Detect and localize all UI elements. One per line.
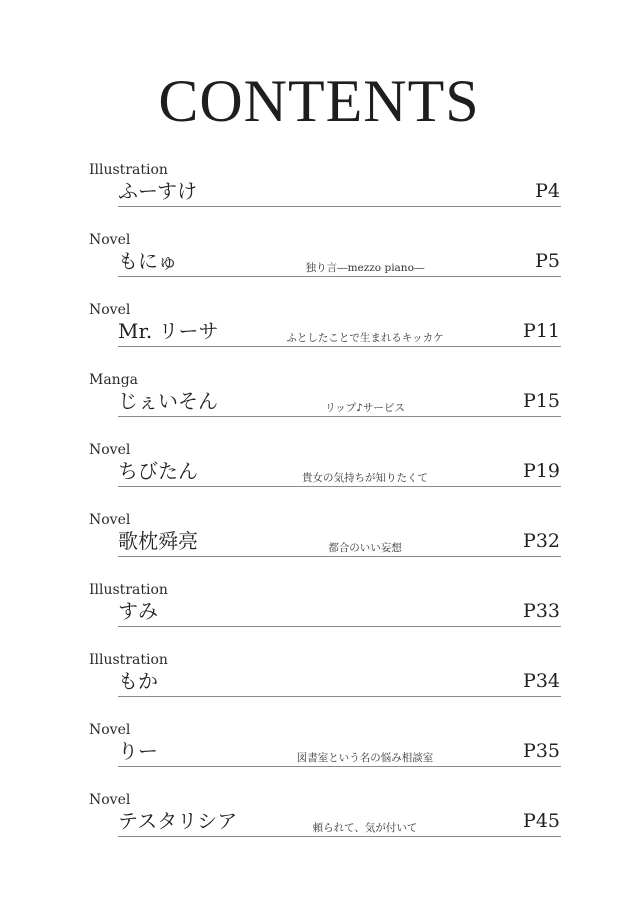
entry-author: ちびたん xyxy=(118,459,198,483)
entry-category: Novel xyxy=(89,722,131,738)
entry-page-number: P32 xyxy=(523,530,560,552)
contents-entry xyxy=(0,232,638,302)
entry-page-number: P19 xyxy=(523,460,560,482)
entry-page-number: P15 xyxy=(523,390,560,412)
entry-divider xyxy=(118,206,561,207)
contents-entry xyxy=(0,302,638,372)
entry-work-title: 貴女の気持ちが知りたくて xyxy=(302,472,428,484)
entry-author: テスタリシア xyxy=(118,809,238,833)
entry-page-number: P34 xyxy=(523,670,560,692)
entry-category: Illustration xyxy=(89,162,168,178)
entry-divider xyxy=(118,276,561,277)
entry-divider xyxy=(118,486,561,487)
contents-entry xyxy=(0,582,638,652)
entry-author: じぇいそん xyxy=(118,389,218,413)
entry-category: Novel xyxy=(89,792,131,808)
entry-work-title: リップ♪サービス xyxy=(325,402,405,414)
entry-author: Mr. リーサ xyxy=(118,319,219,343)
entry-category: Novel xyxy=(89,232,131,248)
contents-entry xyxy=(0,722,638,792)
entry-author: ふーすけ xyxy=(118,179,197,203)
contents-entry xyxy=(0,442,638,512)
entry-author: 歌枕舜亮 xyxy=(118,529,198,553)
contents-entry xyxy=(0,372,638,442)
entry-divider xyxy=(118,766,561,767)
entry-category: Illustration xyxy=(89,652,168,668)
entry-category: Novel xyxy=(89,302,131,318)
entry-author: もか xyxy=(118,669,158,693)
entry-author: すみ xyxy=(118,599,158,623)
entry-divider xyxy=(118,556,561,557)
contents-entry xyxy=(0,162,638,232)
contents-entry xyxy=(0,512,638,582)
entry-category: Novel xyxy=(89,512,131,528)
entry-category: Illustration xyxy=(89,582,168,598)
entry-page-number: P45 xyxy=(523,810,560,832)
entry-divider xyxy=(118,626,561,627)
entry-category: Novel xyxy=(89,442,131,458)
entry-author: もにゅ xyxy=(118,249,178,273)
contents-entry xyxy=(0,792,638,862)
entry-work-title: 図書室という名の悩み相談室 xyxy=(296,752,434,764)
entry-page-number: P33 xyxy=(523,600,560,622)
contents-entry xyxy=(0,652,638,722)
entry-divider xyxy=(118,416,561,417)
entry-work-title: 都合のいい妄想 xyxy=(328,542,402,554)
entry-divider xyxy=(118,696,561,697)
entry-page-number: P35 xyxy=(523,740,560,762)
entry-work-title: 独り言―mezzo piano― xyxy=(305,262,425,274)
entry-category: Manga xyxy=(89,372,139,388)
entry-work-title: ふとしたことで生まれるキッカケ xyxy=(286,332,444,344)
entry-page-number: P11 xyxy=(523,320,560,342)
entry-divider xyxy=(118,836,561,837)
entry-divider xyxy=(118,346,561,347)
entry-author: りー xyxy=(118,739,158,763)
page-title: CONTENTS xyxy=(158,68,480,134)
entry-page-number: P5 xyxy=(535,250,560,272)
entry-page-number: P4 xyxy=(535,180,560,202)
entry-work-title: 頼られて、気が付いて xyxy=(312,822,418,834)
